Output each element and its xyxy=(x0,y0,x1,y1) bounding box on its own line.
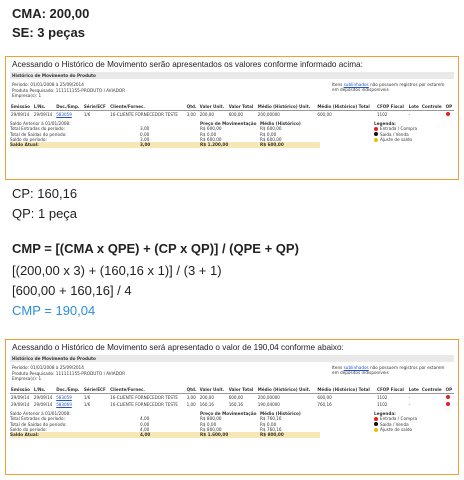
col-header: Série/ECF xyxy=(83,386,109,394)
table-header-row xyxy=(10,103,454,111)
entry-legend-icon xyxy=(374,127,378,131)
col-header: Médio (Histórico) Unit. xyxy=(257,386,317,394)
col-header: L/Ns. xyxy=(33,386,55,394)
col-header: Médio (Histórico) Total xyxy=(316,103,376,111)
exit-legend-icon xyxy=(374,132,378,136)
col-header: Valor Unit. xyxy=(199,386,228,394)
box-caption: Acessando o Histórico de Movimento serão apresentados os valores conforme informado acima: xyxy=(12,60,363,69)
calc-line-1: [(200,00 x 3) + (160,16 x 1)] / (3 + 1) xyxy=(12,263,222,278)
col-header: Controle xyxy=(421,386,445,394)
cma-line: CMA: 200,00 xyxy=(12,6,90,21)
calc-line-2: [600,00 + 160,16] / 4 xyxy=(12,283,132,298)
col-header: Qtd. xyxy=(186,386,199,394)
result-line: CMP = 190,04 xyxy=(12,303,96,318)
entry-status-icon xyxy=(446,112,450,116)
col-header: Valor Unit. xyxy=(199,103,228,111)
table-row: 29/09/14 29/09/14 583059 1/6 16-CLIENTE FORNECEDOR TESTE 3,00 200,00 600,00 200,00000 600,00 1102 - xyxy=(10,393,454,401)
doc-link[interactable]: 583069 xyxy=(56,401,72,407)
col-header: Valor Total xyxy=(228,103,257,111)
col-header: Doc./Emp. xyxy=(55,103,83,111)
doc-link[interactable]: 583059 xyxy=(56,394,72,400)
col-header: Doc./Emp. xyxy=(55,386,83,394)
col-header: Emissão xyxy=(10,386,33,394)
col-header: CFOP Fiscal xyxy=(376,103,408,111)
report-title: Histórico de Movimento do Produto xyxy=(10,72,454,79)
history-box-after xyxy=(5,339,459,475)
col-header: OP xyxy=(445,103,453,109)
report-period: Período: 01/01/2008 à 25/09/2014 xyxy=(12,82,84,87)
report-panel xyxy=(10,72,454,148)
legend: Legenda: Entrada / Compra Saída / Venda Ajuste de saldo xyxy=(374,410,418,432)
table-row: 29/09/14 29/09/14 583059 1/6 16-CLIENTE FORNECEDOR TESTE 3,00 200,00 600,00 200,00000 600,00 1102 - xyxy=(10,110,454,118)
summary-section: Saldo Anterior à 01/01/2008: Total Entradas do período: Total de Saídas do período: Saldo do período: Saldo Atual: 4,00 0,00 4,00 4,00 Preço de Movimentação R$ 800,00 R$ 0,00 R$ 800,00 R$ 1.600,00 Médio (Histórico) R$ 760,16 R$ 0,00 R$ 760,16 R$ 800,00 Legenda: Entrada / Compra Saída / Venda Ajuste de saldo xyxy=(10,411,454,438)
entry-status-icon xyxy=(446,402,450,406)
entry-legend-icon xyxy=(374,417,378,421)
movement-table xyxy=(10,103,454,118)
movement-table xyxy=(10,386,454,408)
history-box-before xyxy=(5,56,459,180)
exit-legend-icon xyxy=(374,422,378,426)
se-line: SE: 3 peças xyxy=(12,25,85,40)
col-header: Médio (Histórico) Total xyxy=(316,386,376,394)
report-note: Itens sublinhados não possuem registros por estarem em depósitos indisponíveis xyxy=(332,82,445,92)
report-product: Produto Pesquisado: 111111155-PRODUTO I AVIADOR xyxy=(12,370,126,376)
col-header: Série/ECF xyxy=(83,103,109,111)
col-header: Lote xyxy=(408,103,421,111)
col-header: Emissão xyxy=(10,103,33,111)
report-product: Produto Pesquisado: 111111155-PRODUTO I AVIADOR xyxy=(12,87,126,93)
note-link[interactable]: sublinhados xyxy=(343,82,369,87)
col-header: L/Ns. xyxy=(33,103,55,111)
col-header: Qtd. xyxy=(186,103,199,111)
note-link[interactable]: sublinhados xyxy=(343,365,369,370)
entry-status-icon xyxy=(446,395,450,399)
col-header: Valor Total xyxy=(228,386,257,394)
col-header: Controle xyxy=(421,103,445,111)
qp-line: QP: 1 peça xyxy=(12,206,78,221)
legend: Legenda: Entrada / Compra Saída / Venda Ajuste de saldo xyxy=(374,120,418,142)
col-header: Cliente/Fornec. xyxy=(109,103,185,111)
report-title: Histórico de Movimento do Produto xyxy=(10,355,454,362)
cp-line: CP: 160,16 xyxy=(12,186,78,201)
box-caption: Acessando o Histórico de Movimento será apresentado o valor de 190,04 conforme abaixo: xyxy=(12,343,344,352)
report-period: Período: 01/01/2008 à 25/09/2014 xyxy=(12,365,84,370)
doc-link[interactable]: 583059 xyxy=(56,111,72,117)
report-company: Empresa(s): 1 xyxy=(12,93,42,99)
col-header: Lote xyxy=(408,386,421,394)
col-header: OP xyxy=(445,386,453,392)
table-row: 29/09/14 29/09/14 583069 1/6 16-CLIENTE FORNECEDOR TESTE 1,00 160,16 160,16 190,04000 760,16 1102 - xyxy=(10,401,454,408)
summary-section: Saldo Anterior à 01/01/2008: Total Entradas do período: Total de Saídas do período: Saldo do período: Saldo Atual: 3,00 0,00 3,00 3,00 Preço de Movimentação R$ 600,00 R$ 0,00 R$ 600,00 R$ 1.200,00 Médio (Histórico) R$ 600,00 R$ 0,00 R$ 600,00 R$ 600,00 Legenda: Entrada / Compra Saída / Venda Ajuste de saldo xyxy=(10,121,454,148)
adjust-legend-icon xyxy=(374,138,378,142)
report-note: Itens sublinhados não possuem registros por estarem em depósitos indisponíveis xyxy=(332,365,445,375)
col-header: CFOP Fiscal xyxy=(376,386,408,394)
adjust-legend-icon xyxy=(374,428,378,432)
table-header-row xyxy=(10,386,454,394)
col-header: Médio (Histórico) Unit. xyxy=(257,103,317,111)
formula-line: CMP = [(CMA x QPE) + (CP x QP)] / (QPE + QP) xyxy=(12,241,299,256)
report-panel xyxy=(10,355,454,438)
col-header: Cliente/Fornec. xyxy=(109,386,185,394)
report-company: Empresa(s): 1 xyxy=(12,376,42,382)
